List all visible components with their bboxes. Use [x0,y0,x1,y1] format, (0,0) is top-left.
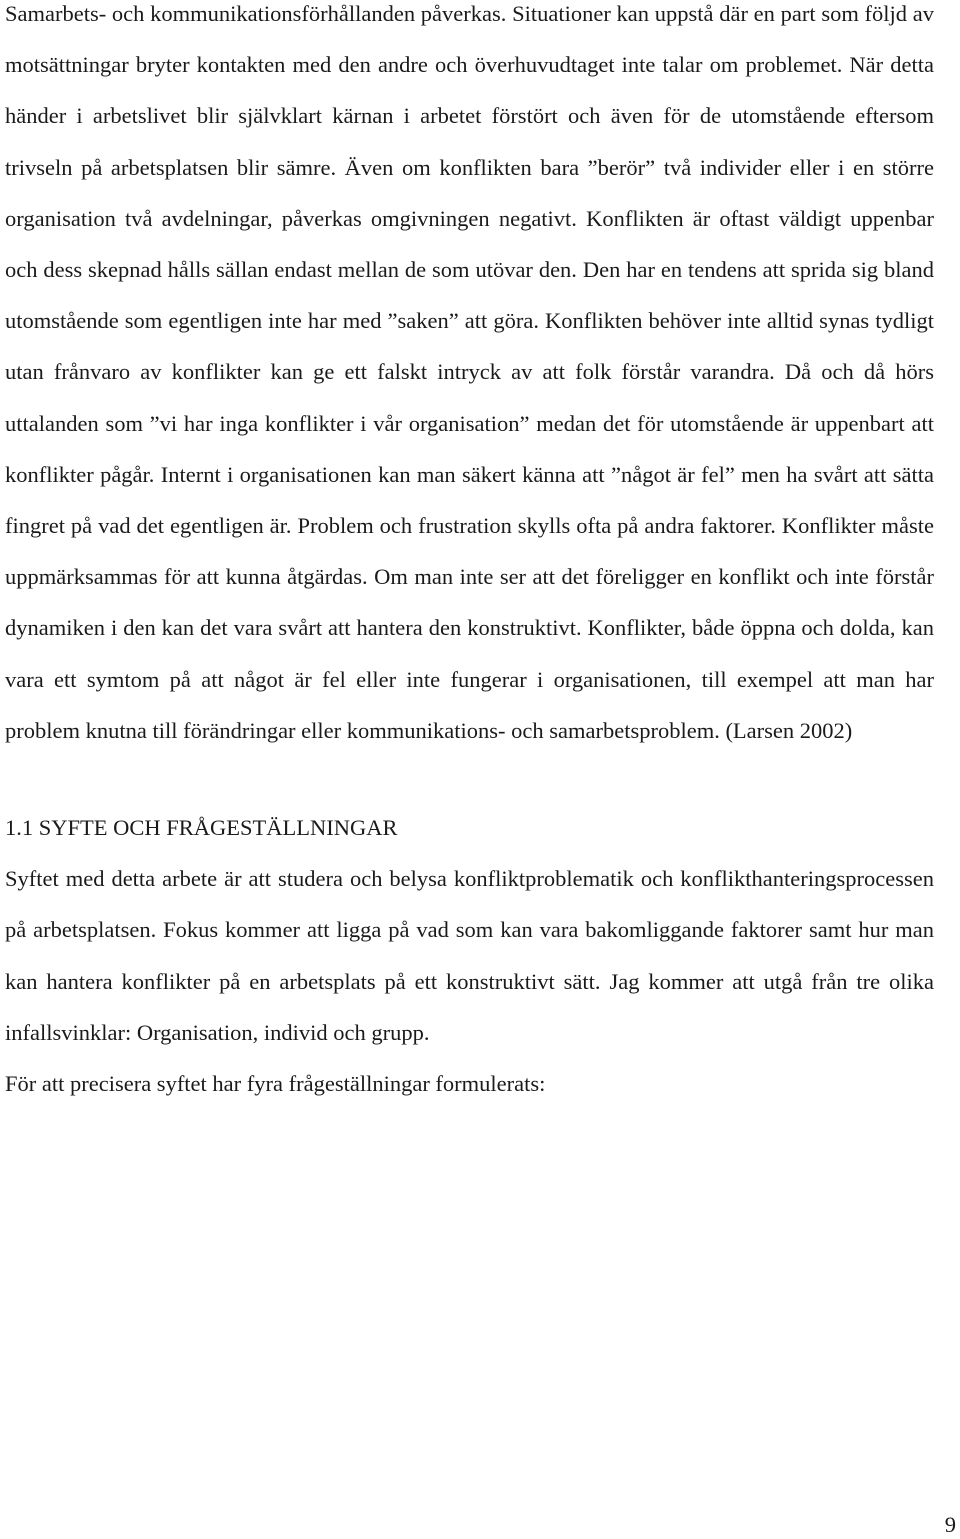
document-page [5,0,934,1109]
body-paragraph-1: Samarbets- och kommunikationsförhållanden påverkas. Situationer kan uppstå där en part som följd av motsättningar bryter kontakten med den andre och överhuvudtaget inte talar om problemet. När detta händer i arbetslivet blir självklart kärnan i arbetet förstört och även för de utomstående eftersom trivseln på arbetsplatsen blir sämre. Även om konflikten bara ”berör” två individer eller i en större organisation två avdelningar, påverkas omgivningen negativt. Konflikten är oftast väldigt uppenbar och dess skepnad hålls sällan endast mellan de som utövar den. Den har en tendens att sprida sig bland utomstående som egentligen inte har med ”saken” att göra. Konflikten behöver inte alltid synas tydligt utan frånvaro av konflikter kan ge ett falskt intryck av att folk förstår varandra. Då och då hörs uttalanden som ”vi har inga konflikter i vår organisation” medan det för utomstående är uppenbart att konflikter pågår. Internt i organisationen kan man säkert känna att ”något är fel” men ha svårt att sätta fingret på vad det egentligen är. Problem och frustration skylls ofta på andra faktorer. Konflikter måste uppmärksammas för att kunna åtgärdas. Om man inte ser att det föreligger en konflikt och inte förstår dynamiken i den kan det vara svårt att hantera den konstruktivt. Konflikter, både öppna och dolda, kan vara ett symtom på att något är fel eller inte fungerar i organisationen, till exempel att man har problem knutna till förändringar eller kommunikations- och samarbetsproblem. (Larsen 2002) [5,1,934,743]
section-heading: 1.1 SYFTE OCH FRÅGESTÄLLNINGAR [5,815,398,841]
body-paragraph-3: För att precisera syftet har fyra frågeställningar formulerats: [5,1071,546,1097]
page-number: 9 [944,1512,956,1537]
body-paragraph-2: Syftet med detta arbete är att studera och belysa konfliktproblematik och konflikthanteringsprocessen på arbetsplatsen. Fokus kommer att ligga på vad som kan vara bakomliggande faktorer samt hur man kan hantera konflikter på en arbetsplats på ett konstruktivt sätt. Jag kommer att utgå från tre olika infallsvinklar: Organisation, individ och grupp. [5,866,934,1045]
